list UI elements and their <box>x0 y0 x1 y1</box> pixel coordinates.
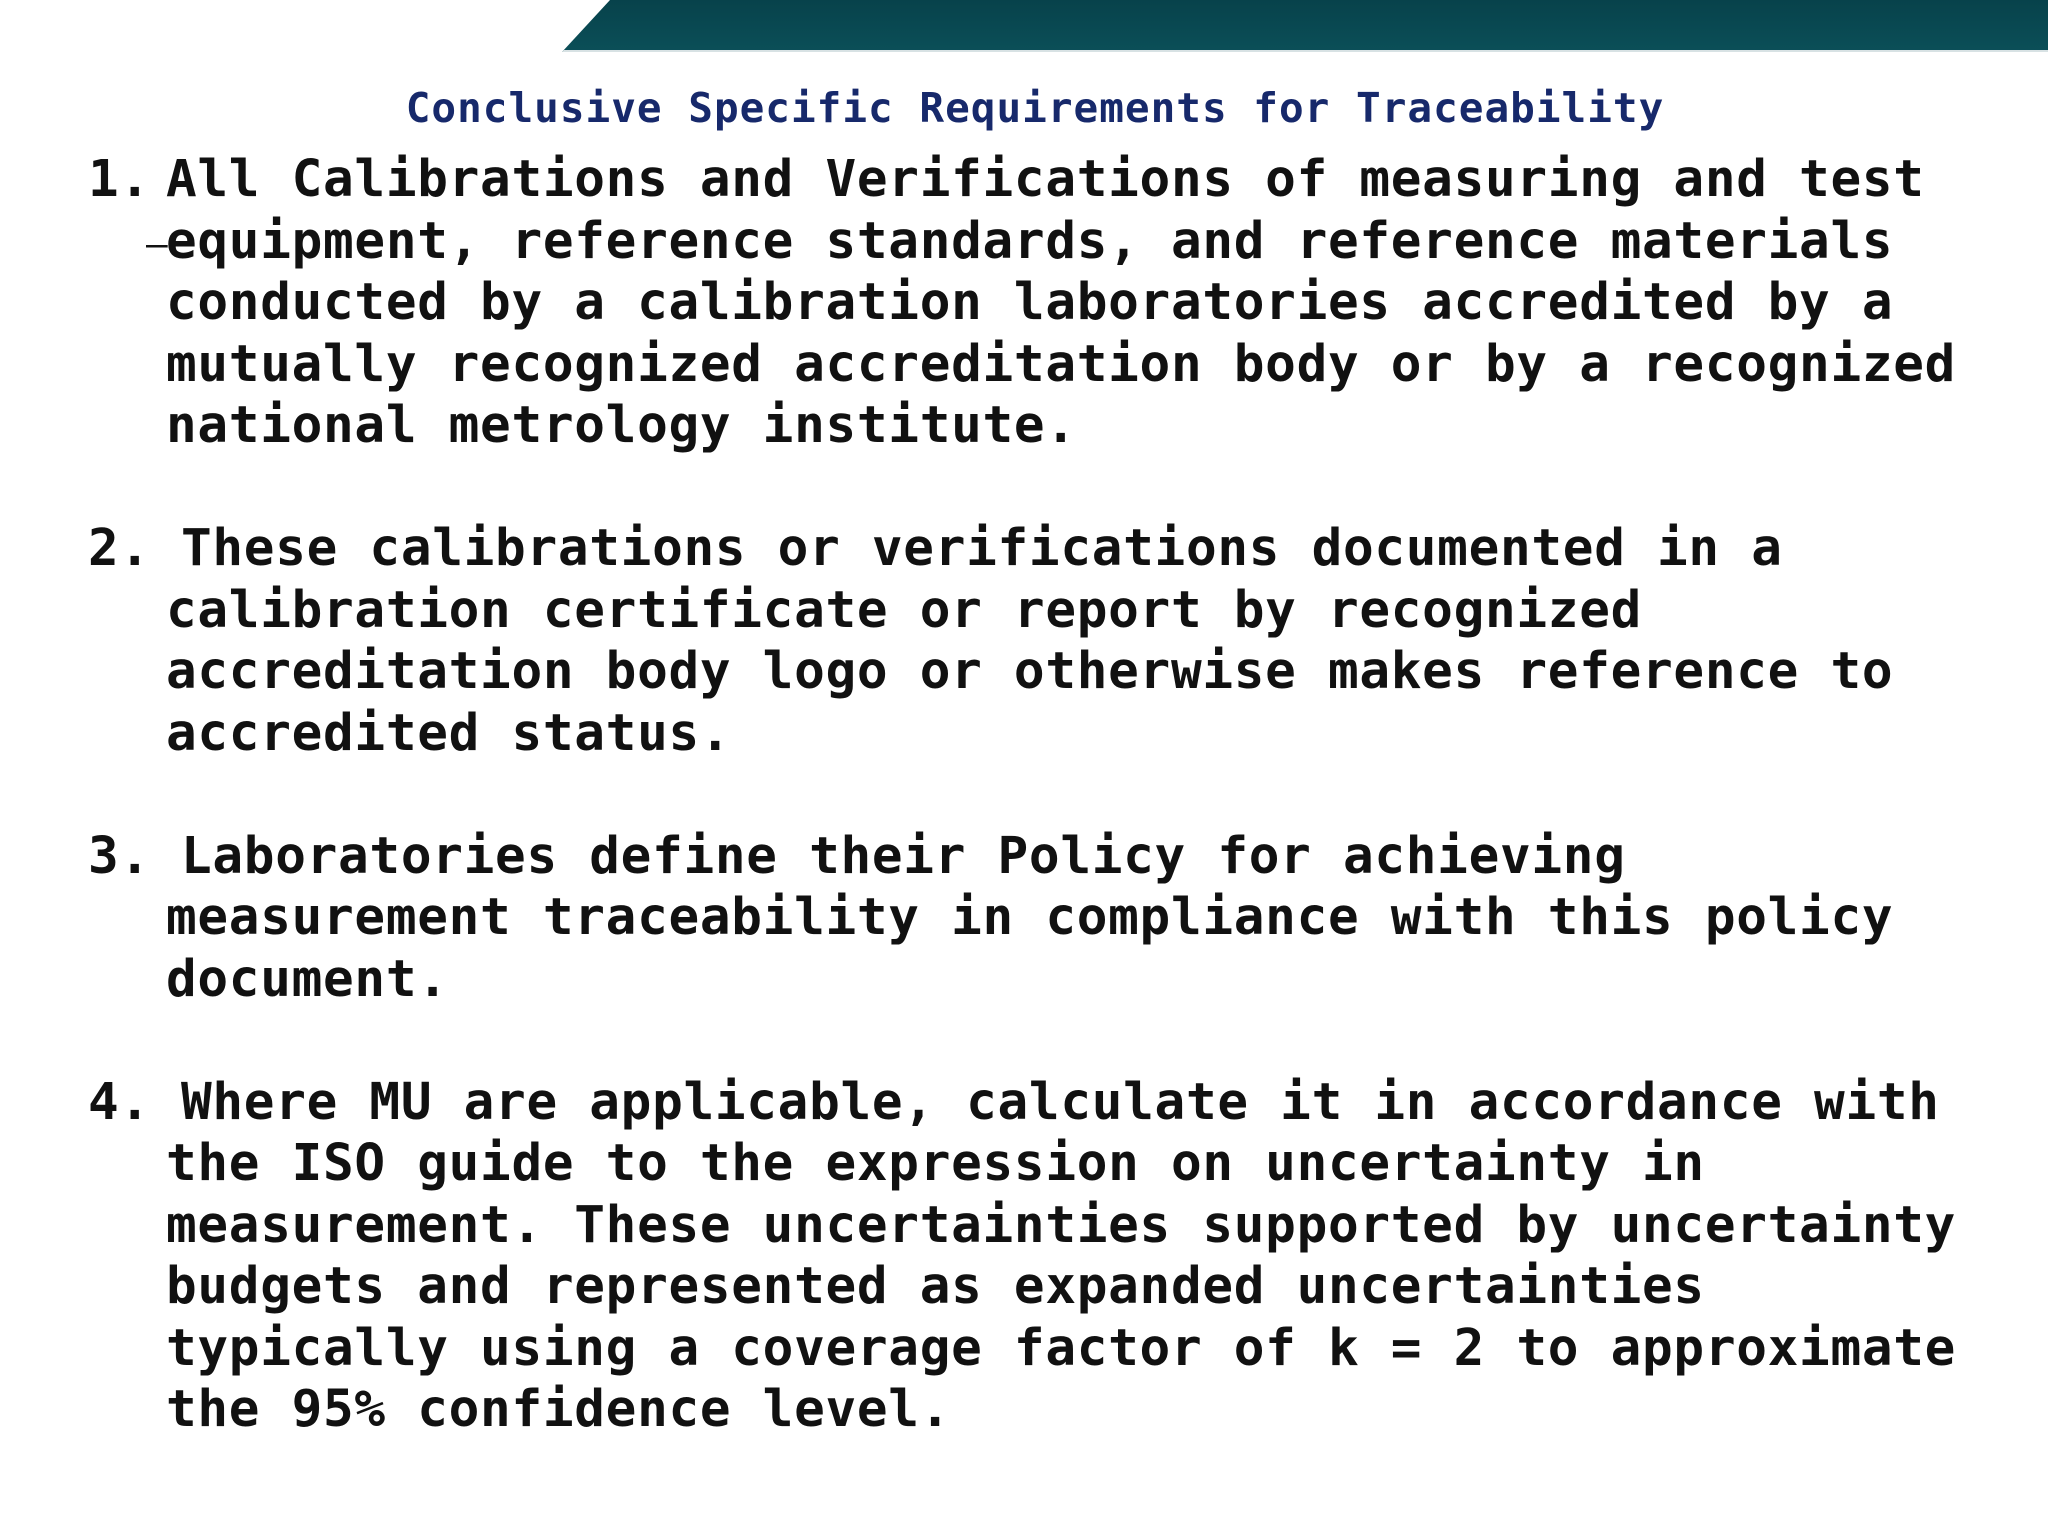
item-line: the 95% confidence level. <box>166 1380 952 1439</box>
item-line: Laboratories define their Policy for achieving <box>181 826 1626 886</box>
list-item-1 <box>88 149 2028 457</box>
item-line: measurement traceability in compliance with this policy <box>166 888 1894 947</box>
item-line: mutually recognized accreditation body or by a recognized <box>166 334 1957 394</box>
item-line: Where MU are applicable, calculate it in accordance with <box>181 1072 1940 1132</box>
item-line: document. <box>166 949 449 1009</box>
item-number: 4. <box>88 1072 151 1132</box>
item-line: national metrology institute. <box>166 396 1077 455</box>
list-item-3 <box>88 826 2028 1011</box>
list-item-2 <box>88 518 2028 764</box>
item-line: conducted by a calibration laboratories accredited by a <box>166 273 1894 332</box>
item-line: equipment, reference standards, and reference materials <box>166 211 1894 271</box>
list-item-4 <box>88 1072 2028 1441</box>
item-number: 3. <box>88 826 151 886</box>
header-banner <box>0 0 2048 52</box>
item-line: calibration certificate or report by recognized <box>166 580 1643 640</box>
item-line: measurement. These uncertainties supported by uncertainty <box>166 1195 1957 1255</box>
slide-title: Conclusive Specific Requirements for Traceability <box>405 84 1665 132</box>
item-line: These calibrations or verifications documented in a <box>181 519 1783 578</box>
item-line: accreditation body logo or otherwise makes reference to <box>166 642 1894 701</box>
item-number: 2. <box>88 519 151 578</box>
dash-marker: – <box>146 224 169 265</box>
requirements-list <box>88 149 2028 1441</box>
item-line: the ISO guide to the expression on uncertainty in <box>166 1134 1705 1193</box>
item-line: All Calibrations and Verifications of measuring and test <box>166 150 1925 209</box>
item-line: accredited status. <box>166 703 732 763</box>
item-line: budgets and represented as expanded uncertainties <box>166 1257 1705 1316</box>
item-number: 1. <box>88 150 151 209</box>
item-line: typically using a coverage factor of k = 2 to approximate <box>166 1318 1957 1378</box>
